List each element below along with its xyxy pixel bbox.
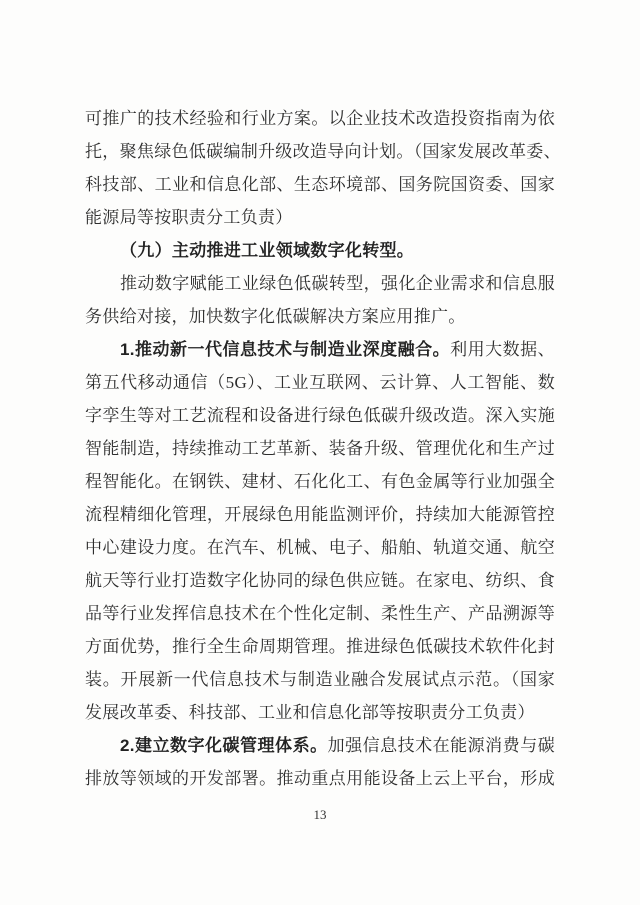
text-segment: 科技部、工业和信息化部、生态环境部、国务院国资委、国家 xyxy=(85,175,555,194)
text-line xyxy=(85,300,555,333)
text-segment: 推动数字赋能工业绿色低碳转型，强化企业需求和信息服 xyxy=(120,274,555,293)
text-segment: 中心建设力度。在汽车、机械、电子、船舶、轨道交通、航空 xyxy=(85,538,555,557)
text-segment: 第五代移动通信（5G）、工业互联网、云计算、人工智能、数 xyxy=(85,373,555,392)
text-line xyxy=(85,366,555,399)
text-line xyxy=(85,432,555,465)
text-segment: 品等行业发挥信息技术在个性化定制、柔性生产、产品溯源等 xyxy=(85,604,555,623)
text-segment: 排放等领域的开发部署。推动重点用能设备上云上平台，形成 xyxy=(85,769,555,788)
text-line xyxy=(85,168,555,201)
text-line xyxy=(85,564,555,597)
text-line xyxy=(85,762,555,795)
text-line xyxy=(85,663,555,696)
text-line xyxy=(85,465,555,498)
text-segment: 加强信息技术在能源消费与碳 xyxy=(327,736,556,755)
text-segment: 托，聚焦绿色低碳编制升级改造导向计划。（国家发展改革委、 xyxy=(85,142,561,161)
text-segment: 可推广的技术经验和行业方案。以企业技术改造投资指南为依 xyxy=(85,109,555,128)
text-segment-bold: 1.推动新一代信息技术与制造业深度融合。 xyxy=(120,340,451,359)
text-segment: 装。开展新一代信息技术与制造业融合发展试点示范。（国家 xyxy=(85,670,555,689)
text-segment: 务供给对接，加快数字化低碳解决方案应用推广。 xyxy=(85,307,466,326)
text-segment: 智能制造，持续推动工艺革新、装备升级、管理优化和生产过 xyxy=(85,439,555,458)
text-line xyxy=(85,498,555,531)
text-line xyxy=(85,696,555,729)
text-segment: 方面优势，推行全生命周期管理。推进绿色低碳技术软件化封 xyxy=(85,637,555,656)
text-segment: 程智能化。在钢铁、建材、石化化工、有色金属等行业加强全 xyxy=(85,472,555,491)
text-segment: 流程精细化管理，开展绿色用能监测评价，持续加大能源管控 xyxy=(85,505,555,524)
text-line xyxy=(85,399,555,432)
text-segment: 能源局等按职责分工负责） xyxy=(85,208,293,227)
page-number: 13 xyxy=(313,807,327,822)
text-line xyxy=(85,135,561,168)
document-body xyxy=(85,102,561,795)
text-line xyxy=(85,234,555,267)
text-segment: 字孪生等对工艺流程和设备进行绿色低碳升级改造。深入实施 xyxy=(85,406,555,425)
text-segment-bold: 2.建立数字化碳管理体系。 xyxy=(120,736,328,755)
text-line xyxy=(85,201,555,234)
text-segment-bold: （九）主动推进工业领域数字化转型。 xyxy=(120,241,415,260)
text-line xyxy=(85,102,555,135)
text-segment: 利用大数据、 xyxy=(450,340,555,359)
text-line xyxy=(85,267,555,300)
text-segment: 航天等行业打造数字化协同的绿色供应链。在家电、纺织、食 xyxy=(85,571,555,590)
text-line xyxy=(85,333,555,366)
text-segment: 发展改革委、科技部、工业和信息化部等按职责分工负责） xyxy=(85,703,535,722)
text-line xyxy=(85,597,555,630)
text-line xyxy=(85,531,555,564)
text-line xyxy=(85,729,555,762)
text-line xyxy=(85,630,555,663)
